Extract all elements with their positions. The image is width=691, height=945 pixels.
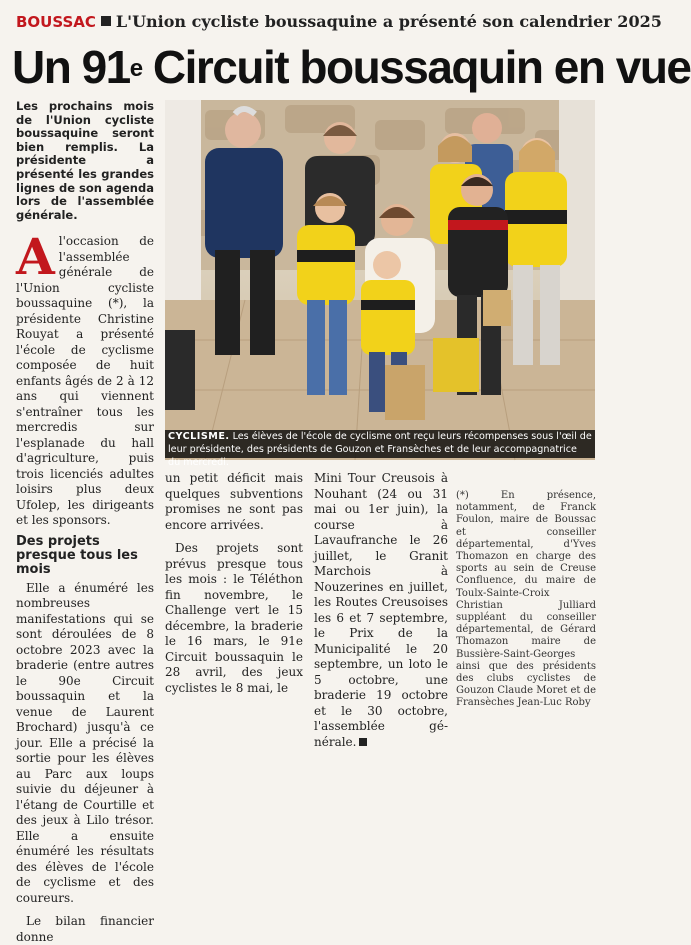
headline-superscript: e [129,55,142,82]
headline-part1: Un 91 [12,41,130,93]
kicker-title: L'Union cycliste boussaquine a présenté son calendrier 2025 [115,12,662,31]
article-photo [165,100,595,460]
column-2 [165,471,303,696]
paragraph-end: nérale. [314,734,357,749]
drop-cap: A [16,227,55,287]
paragraph-1: Al'occasion de l'assemblée générale de l'Union cycliste boussaquine (*), la présidente Christine Rouyat a présenté l'école de cyclisme composée de huit enfants âgés de 2 à 12 ans qui viennent s'entraîner tous les mercredis sur l'esplanade du hall d'agriculture, puis trois licenciés adultes loisirs plus deux Ufolep, les dirigeants et les sponsors. [16,227,154,528]
paragraph-4: un petit déficit mais quelques subventions promises ne sont pas encore arrivées. [165,471,303,532]
paragraph-3: Le bilan financier donne [16,914,154,944]
article-kicker [16,12,662,31]
cyclists-group-photo [165,100,595,460]
column-3 [314,471,448,750]
lead-paragraph: Les prochains mois de l'Union cycliste boussaquine seront bien remplis. La présidente a présenté les grandes lignes de son agenda lors de l'assemblée générale. [16,99,154,222]
photo-caption [165,430,595,468]
section-place: BOUSSAC [16,13,96,31]
footnote: (*) En présence, notamment, de Franck Foulon, maire de Boussac et conseiller départemental, d'Yves Thomazon en charge des sports au sein de Creuse Confluence, du maire de Toulx-Sainte-Croix Christian Julliard suppléant du conseiller départemental, de Gérard Thomazon maire de Bussière-Saint-Georges ainsi que des présidents des clubs cyclistes de Gouzon Claude Moret et de Fransèches Jean-Luc Roby [456,490,596,709]
caption-tag: CYCLISME. [168,431,230,442]
paragraph-5: Des projets sont prévus presque tous les mois : le Téléthon fin novembre, le Challenge vert le 15 décembre, la braderie le 16 mars, le 91e Circuit boussaquin le 28 avril, des jeux cyclistes le 8 mai, le [165,541,303,695]
paragraph-6: Mini Tour Creusois à Nouhant (24 ou 31 mai ou 1er juin), la course à Lavaufranche le 26 juillet, le Granit Marchois à Nouzerines en juillet, les Routes Creusoises les 6 et 7 septembre, le Prix de la Municipalité le 20 septembre, un loto le 5 octobre, une braderie 19 octobre et le 30 octobre, l'assemblée gé- nérale. [314,471,448,749]
end-square-icon [359,738,367,746]
paragraph-2: Elle a énuméré les nombreuses manifestations qui se sont déroulées de 8 octobre 2023 avec la braderie (entre autres le 90e Circuit boussaquin et la venue de Laurent Brochard) jusqu'à ce jour. Elle a précisé la sortie pour les élèves au Parc aux loups suivie du déjeuner à l'étang de Courtille et des jeux à Lilo trésor. Elle a ensuite énuméré les résultats des élèves de l'école de cyclisme et des coureurs. [16,580,154,905]
kicker-square-icon [101,16,111,26]
subheading: Des projets presque tous les mois [16,533,138,577]
headline [12,40,691,94]
caption-text: Les élèves de l'école de cyclisme ont reçu leurs récompenses sous l'œil de leur présidente, des présidents de Gouzon et Fransèches et de leur accompagnatrice du mercredi. [168,431,592,468]
headline-part2: Circuit boussaquin en vue [141,41,691,93]
column-1 [16,100,154,945]
